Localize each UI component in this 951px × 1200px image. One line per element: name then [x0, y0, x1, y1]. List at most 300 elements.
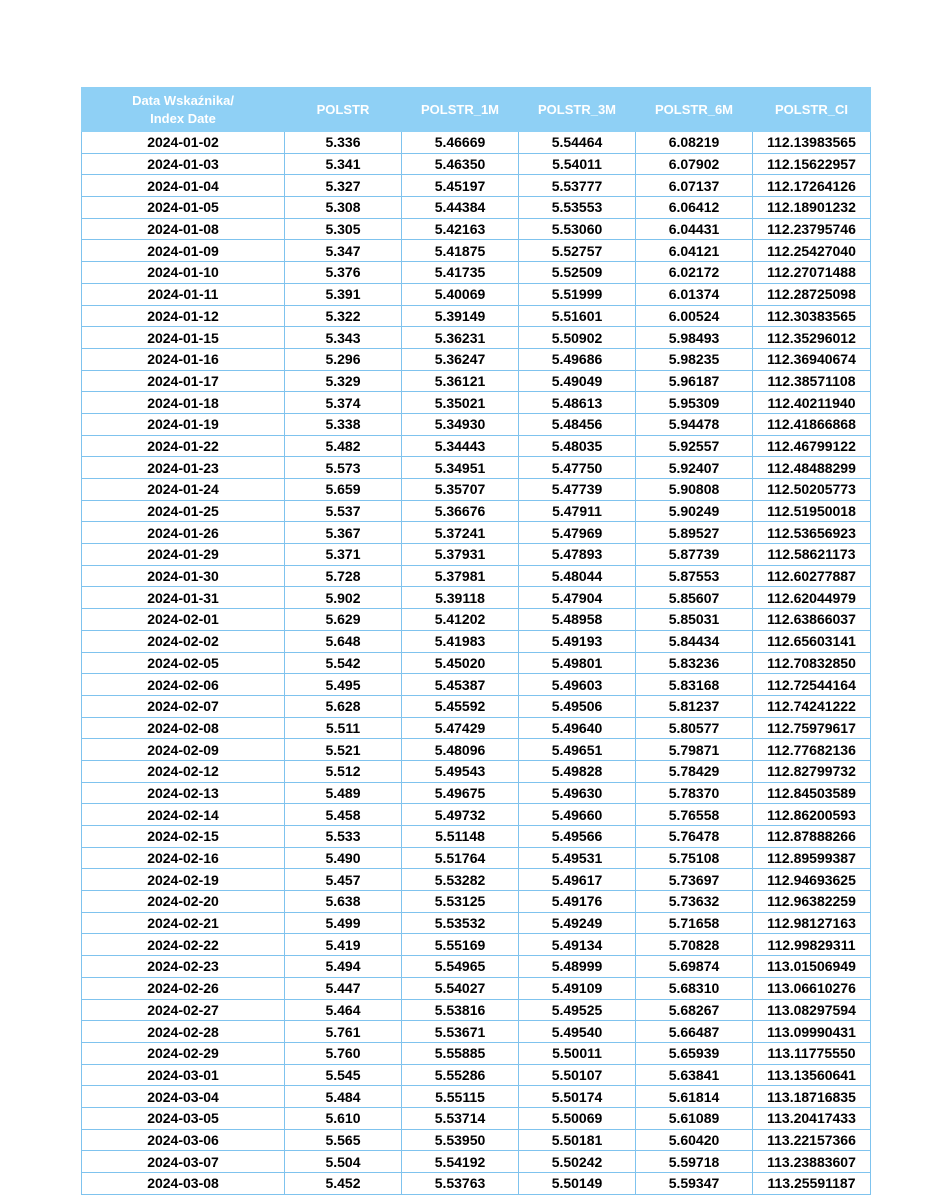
header-polstr-3m: POLSTR_3M [519, 88, 636, 132]
cell-polstr-3m: 5.49109 [519, 977, 636, 999]
cell-index-date: 2024-02-22 [82, 934, 285, 956]
cell-polstr-1m: 5.53816 [402, 999, 519, 1021]
cell-polstr-3m: 5.50011 [519, 1042, 636, 1064]
cell-polstr-6m: 6.07137 [636, 175, 753, 197]
cell-polstr-ci: 112.70832850 [753, 652, 871, 674]
cell-polstr-ci: 113.20417433 [753, 1107, 871, 1129]
cell-polstr-1m: 5.41983 [402, 630, 519, 652]
cell-polstr-3m: 5.50069 [519, 1107, 636, 1129]
cell-polstr: 5.374 [285, 392, 402, 414]
table-row [82, 1151, 871, 1173]
table-row [82, 348, 871, 370]
cell-polstr: 5.628 [285, 695, 402, 717]
cell-polstr-ci: 112.17264126 [753, 175, 871, 197]
cell-polstr: 5.329 [285, 370, 402, 392]
cell-polstr-3m: 5.48456 [519, 413, 636, 435]
cell-polstr: 5.512 [285, 760, 402, 782]
cell-polstr-ci: 112.18901232 [753, 197, 871, 219]
cell-polstr-6m: 5.94478 [636, 413, 753, 435]
cell-polstr: 5.565 [285, 1129, 402, 1151]
cell-polstr-6m: 5.95309 [636, 392, 753, 414]
cell-polstr-6m: 5.85031 [636, 609, 753, 631]
cell-polstr-1m: 5.53532 [402, 912, 519, 934]
cell-polstr-6m: 5.73632 [636, 891, 753, 913]
header-polstr-6m: POLSTR_6M [636, 88, 753, 132]
table-row [82, 977, 871, 999]
cell-polstr-3m: 5.47911 [519, 500, 636, 522]
cell-index-date: 2024-01-19 [82, 413, 285, 435]
cell-polstr: 5.336 [285, 132, 402, 154]
cell-polstr: 5.371 [285, 544, 402, 566]
cell-polstr-1m: 5.49732 [402, 804, 519, 826]
header-index-date-line1: Data Wskaźnika/ [132, 92, 234, 108]
table-row [82, 479, 871, 501]
cell-polstr-3m: 5.47750 [519, 457, 636, 479]
cell-index-date: 2024-02-16 [82, 847, 285, 869]
cell-polstr-ci: 113.09990431 [753, 1021, 871, 1043]
cell-polstr-1m: 5.45592 [402, 695, 519, 717]
table-row [82, 262, 871, 284]
cell-polstr-6m: 5.61089 [636, 1107, 753, 1129]
cell-polstr: 5.419 [285, 934, 402, 956]
cell-polstr: 5.760 [285, 1042, 402, 1064]
cell-polstr-1m: 5.53763 [402, 1173, 519, 1195]
table-row [82, 413, 871, 435]
cell-polstr: 5.494 [285, 956, 402, 978]
cell-index-date: 2024-01-31 [82, 587, 285, 609]
cell-polstr: 5.482 [285, 435, 402, 457]
cell-polstr-6m: 6.01374 [636, 283, 753, 305]
cell-polstr-6m: 5.68267 [636, 999, 753, 1021]
table-row [82, 153, 871, 175]
cell-polstr-ci: 112.50205773 [753, 479, 871, 501]
cell-polstr-ci: 112.15622957 [753, 153, 871, 175]
table-row [82, 283, 871, 305]
cell-polstr: 5.638 [285, 891, 402, 913]
cell-polstr-3m: 5.48958 [519, 609, 636, 631]
header-polstr-1m: POLSTR_1M [402, 88, 519, 132]
cell-polstr-1m: 5.34951 [402, 457, 519, 479]
cell-polstr-ci: 112.25427040 [753, 240, 871, 262]
cell-index-date: 2024-01-11 [82, 283, 285, 305]
cell-polstr-1m: 5.49543 [402, 760, 519, 782]
cell-polstr-3m: 5.49640 [519, 717, 636, 739]
table-row [82, 1021, 871, 1043]
table-row [82, 132, 871, 154]
table-row [82, 305, 871, 327]
cell-index-date: 2024-02-02 [82, 630, 285, 652]
cell-polstr-6m: 5.70828 [636, 934, 753, 956]
cell-index-date: 2024-01-10 [82, 262, 285, 284]
cell-polstr-1m: 5.44384 [402, 197, 519, 219]
cell-polstr: 5.629 [285, 609, 402, 631]
cell-polstr: 5.343 [285, 327, 402, 349]
cell-polstr-6m: 6.00524 [636, 305, 753, 327]
cell-index-date: 2024-02-20 [82, 891, 285, 913]
cell-polstr-ci: 112.60277887 [753, 565, 871, 587]
table-row [82, 522, 871, 544]
cell-polstr-3m: 5.47904 [519, 587, 636, 609]
cell-polstr-3m: 5.49630 [519, 782, 636, 804]
cell-index-date: 2024-01-17 [82, 370, 285, 392]
cell-polstr-6m: 5.92407 [636, 457, 753, 479]
cell-index-date: 2024-01-29 [82, 544, 285, 566]
cell-polstr-1m: 5.49675 [402, 782, 519, 804]
cell-index-date: 2024-01-16 [82, 348, 285, 370]
cell-index-date: 2024-03-06 [82, 1129, 285, 1151]
cell-polstr-6m: 5.69874 [636, 956, 753, 978]
cell-index-date: 2024-01-08 [82, 218, 285, 240]
cell-polstr: 5.495 [285, 674, 402, 696]
cell-index-date: 2024-01-30 [82, 565, 285, 587]
cell-polstr-ci: 112.98127163 [753, 912, 871, 934]
cell-polstr-ci: 112.74241222 [753, 695, 871, 717]
cell-polstr-3m: 5.50107 [519, 1064, 636, 1086]
header-row [82, 88, 871, 132]
cell-polstr-3m: 5.48044 [519, 565, 636, 587]
cell-polstr: 5.296 [285, 348, 402, 370]
cell-polstr-6m: 5.59347 [636, 1173, 753, 1195]
cell-polstr-ci: 113.22157366 [753, 1129, 871, 1151]
cell-index-date: 2024-02-09 [82, 739, 285, 761]
cell-polstr-3m: 5.48613 [519, 392, 636, 414]
cell-polstr: 5.545 [285, 1064, 402, 1086]
cell-polstr-3m: 5.49049 [519, 370, 636, 392]
cell-polstr-3m: 5.52757 [519, 240, 636, 262]
cell-polstr: 5.537 [285, 500, 402, 522]
header-index-date [82, 88, 285, 132]
index-table [81, 87, 871, 1195]
cell-polstr-ci: 112.41866868 [753, 413, 871, 435]
cell-polstr-3m: 5.49686 [519, 348, 636, 370]
table-row [82, 847, 871, 869]
table-row [82, 956, 871, 978]
cell-polstr-3m: 5.51601 [519, 305, 636, 327]
cell-polstr-1m: 5.55286 [402, 1064, 519, 1086]
cell-polstr: 5.347 [285, 240, 402, 262]
cell-index-date: 2024-01-26 [82, 522, 285, 544]
cell-polstr: 5.728 [285, 565, 402, 587]
cell-polstr-6m: 6.06412 [636, 197, 753, 219]
cell-index-date: 2024-02-15 [82, 826, 285, 848]
table-header [82, 88, 871, 132]
table-row [82, 934, 871, 956]
cell-index-date: 2024-02-21 [82, 912, 285, 934]
cell-polstr: 5.391 [285, 283, 402, 305]
table-row [82, 630, 871, 652]
cell-polstr-ci: 112.99829311 [753, 934, 871, 956]
cell-polstr: 5.573 [285, 457, 402, 479]
cell-polstr-ci: 112.84503589 [753, 782, 871, 804]
table-row [82, 544, 871, 566]
cell-polstr-3m: 5.49540 [519, 1021, 636, 1043]
cell-polstr-ci: 112.58621173 [753, 544, 871, 566]
cell-polstr-3m: 5.49617 [519, 869, 636, 891]
cell-polstr-ci: 113.18716835 [753, 1086, 871, 1108]
cell-polstr-1m: 5.53671 [402, 1021, 519, 1043]
cell-polstr-3m: 5.51999 [519, 283, 636, 305]
cell-polstr-6m: 5.83236 [636, 652, 753, 674]
cell-polstr: 5.648 [285, 630, 402, 652]
cell-polstr-1m: 5.46669 [402, 132, 519, 154]
cell-polstr: 5.504 [285, 1151, 402, 1173]
cell-index-date: 2024-02-28 [82, 1021, 285, 1043]
cell-index-date: 2024-02-29 [82, 1042, 285, 1064]
cell-polstr-6m: 6.04431 [636, 218, 753, 240]
table-row [82, 218, 871, 240]
cell-polstr-1m: 5.46350 [402, 153, 519, 175]
cell-polstr-3m: 5.54011 [519, 153, 636, 175]
cell-polstr: 5.376 [285, 262, 402, 284]
cell-polstr-1m: 5.34930 [402, 413, 519, 435]
table-row [82, 609, 871, 631]
cell-polstr-1m: 5.55885 [402, 1042, 519, 1064]
cell-polstr-ci: 112.89599387 [753, 847, 871, 869]
cell-polstr-3m: 5.49651 [519, 739, 636, 761]
cell-polstr-3m: 5.53060 [519, 218, 636, 240]
cell-index-date: 2024-02-14 [82, 804, 285, 826]
cell-polstr-6m: 5.61814 [636, 1086, 753, 1108]
table-row [82, 1042, 871, 1064]
cell-polstr-6m: 5.71658 [636, 912, 753, 934]
cell-polstr-1m: 5.42163 [402, 218, 519, 240]
cell-polstr-3m: 5.47893 [519, 544, 636, 566]
cell-polstr-ci: 112.62044979 [753, 587, 871, 609]
index-table-container [81, 87, 870, 1195]
cell-polstr-6m: 5.60420 [636, 1129, 753, 1151]
cell-polstr-1m: 5.36231 [402, 327, 519, 349]
cell-index-date: 2024-02-27 [82, 999, 285, 1021]
header-polstr: POLSTR [285, 88, 402, 132]
cell-polstr: 5.447 [285, 977, 402, 999]
cell-polstr: 5.659 [285, 479, 402, 501]
cell-polstr-1m: 5.39149 [402, 305, 519, 327]
cell-index-date: 2024-03-04 [82, 1086, 285, 1108]
cell-polstr-3m: 5.49176 [519, 891, 636, 913]
cell-polstr: 5.521 [285, 739, 402, 761]
cell-polstr-3m: 5.49249 [519, 912, 636, 934]
cell-polstr: 5.452 [285, 1173, 402, 1195]
cell-polstr-6m: 5.96187 [636, 370, 753, 392]
cell-polstr-6m: 6.07902 [636, 153, 753, 175]
cell-index-date: 2024-02-06 [82, 674, 285, 696]
cell-polstr-6m: 5.79871 [636, 739, 753, 761]
cell-polstr-6m: 5.76558 [636, 804, 753, 826]
cell-index-date: 2024-01-23 [82, 457, 285, 479]
table-row [82, 327, 871, 349]
cell-polstr-ci: 112.35296012 [753, 327, 871, 349]
cell-index-date: 2024-02-08 [82, 717, 285, 739]
cell-polstr-3m: 5.49193 [519, 630, 636, 652]
cell-polstr-6m: 5.78429 [636, 760, 753, 782]
cell-index-date: 2024-02-19 [82, 869, 285, 891]
table-row [82, 370, 871, 392]
cell-polstr-1m: 5.54027 [402, 977, 519, 999]
cell-polstr-1m: 5.35707 [402, 479, 519, 501]
cell-polstr-3m: 5.54464 [519, 132, 636, 154]
table-row [82, 565, 871, 587]
table-row [82, 1129, 871, 1151]
cell-polstr-1m: 5.53125 [402, 891, 519, 913]
cell-index-date: 2024-01-04 [82, 175, 285, 197]
cell-index-date: 2024-02-12 [82, 760, 285, 782]
cell-polstr-ci: 112.86200593 [753, 804, 871, 826]
table-row [82, 695, 871, 717]
cell-polstr-ci: 112.53656923 [753, 522, 871, 544]
cell-polstr-1m: 5.45387 [402, 674, 519, 696]
cell-polstr: 5.322 [285, 305, 402, 327]
cell-polstr-ci: 112.82799732 [753, 760, 871, 782]
cell-polstr-ci: 112.65603141 [753, 630, 871, 652]
cell-polstr-1m: 5.53950 [402, 1129, 519, 1151]
table-row [82, 999, 871, 1021]
header-polstr-ci: POLSTR_CI [753, 88, 871, 132]
cell-polstr-3m: 5.53553 [519, 197, 636, 219]
cell-polstr-1m: 5.34443 [402, 435, 519, 457]
cell-index-date: 2024-02-01 [82, 609, 285, 631]
cell-polstr-1m: 5.37981 [402, 565, 519, 587]
cell-polstr-6m: 5.68310 [636, 977, 753, 999]
cell-polstr-3m: 5.47969 [519, 522, 636, 544]
cell-polstr-3m: 5.48035 [519, 435, 636, 457]
cell-polstr-1m: 5.40069 [402, 283, 519, 305]
cell-polstr-6m: 5.80577 [636, 717, 753, 739]
cell-polstr-ci: 113.01506949 [753, 956, 871, 978]
cell-polstr-3m: 5.50174 [519, 1086, 636, 1108]
cell-polstr: 5.499 [285, 912, 402, 934]
cell-polstr-6m: 6.08219 [636, 132, 753, 154]
cell-polstr-3m: 5.52509 [519, 262, 636, 284]
cell-polstr-3m: 5.49134 [519, 934, 636, 956]
cell-polstr-3m: 5.53777 [519, 175, 636, 197]
cell-index-date: 2024-03-07 [82, 1151, 285, 1173]
cell-index-date: 2024-03-05 [82, 1107, 285, 1129]
cell-polstr-6m: 5.84434 [636, 630, 753, 652]
table-row [82, 1173, 871, 1195]
cell-polstr-3m: 5.50902 [519, 327, 636, 349]
cell-polstr-ci: 112.40211940 [753, 392, 871, 414]
cell-polstr: 5.761 [285, 1021, 402, 1043]
table-row [82, 891, 871, 913]
cell-index-date: 2024-01-24 [82, 479, 285, 501]
cell-polstr-ci: 112.27071488 [753, 262, 871, 284]
cell-polstr-1m: 5.37931 [402, 544, 519, 566]
cell-polstr-1m: 5.36247 [402, 348, 519, 370]
table-row [82, 760, 871, 782]
cell-polstr: 5.533 [285, 826, 402, 848]
cell-polstr-6m: 5.85607 [636, 587, 753, 609]
cell-polstr-ci: 113.08297594 [753, 999, 871, 1021]
cell-polstr: 5.489 [285, 782, 402, 804]
cell-index-date: 2024-03-08 [82, 1173, 285, 1195]
cell-polstr: 5.902 [285, 587, 402, 609]
table-row [82, 1064, 871, 1086]
cell-polstr-ci: 113.25591187 [753, 1173, 871, 1195]
cell-polstr-ci: 112.48488299 [753, 457, 871, 479]
cell-index-date: 2024-01-02 [82, 132, 285, 154]
table-row [82, 674, 871, 696]
cell-polstr-1m: 5.53282 [402, 869, 519, 891]
cell-polstr-1m: 5.35021 [402, 392, 519, 414]
cell-polstr-1m: 5.55115 [402, 1086, 519, 1108]
cell-polstr-6m: 5.65939 [636, 1042, 753, 1064]
cell-polstr: 5.464 [285, 999, 402, 1021]
cell-polstr-ci: 112.36940674 [753, 348, 871, 370]
table-body [82, 132, 871, 1195]
cell-index-date: 2024-01-12 [82, 305, 285, 327]
table-row [82, 175, 871, 197]
cell-polstr-1m: 5.54965 [402, 956, 519, 978]
table-row [82, 197, 871, 219]
cell-index-date: 2024-02-13 [82, 782, 285, 804]
cell-polstr-1m: 5.48096 [402, 739, 519, 761]
cell-polstr-3m: 5.50181 [519, 1129, 636, 1151]
cell-polstr-ci: 113.11775550 [753, 1042, 871, 1064]
cell-polstr-ci: 112.30383565 [753, 305, 871, 327]
cell-polstr-6m: 5.89527 [636, 522, 753, 544]
table-row [82, 739, 871, 761]
cell-index-date: 2024-01-05 [82, 197, 285, 219]
table-row [82, 1107, 871, 1129]
cell-polstr: 5.367 [285, 522, 402, 544]
cell-polstr-1m: 5.45197 [402, 175, 519, 197]
cell-polstr-1m: 5.45020 [402, 652, 519, 674]
cell-index-date: 2024-02-05 [82, 652, 285, 674]
table-row [82, 587, 871, 609]
cell-index-date: 2024-01-18 [82, 392, 285, 414]
table-row [82, 912, 871, 934]
cell-polstr-6m: 5.98493 [636, 327, 753, 349]
cell-index-date: 2024-03-01 [82, 1064, 285, 1086]
cell-polstr-ci: 112.38571108 [753, 370, 871, 392]
cell-polstr-ci: 112.77682136 [753, 739, 871, 761]
header-index-date-line2: Index Date [150, 110, 216, 126]
cell-polstr-3m: 5.49801 [519, 652, 636, 674]
cell-polstr: 5.338 [285, 413, 402, 435]
table-row [82, 652, 871, 674]
table-row [82, 782, 871, 804]
cell-polstr-3m: 5.50149 [519, 1173, 636, 1195]
cell-polstr-6m: 5.76478 [636, 826, 753, 848]
cell-polstr: 5.511 [285, 717, 402, 739]
cell-polstr-3m: 5.49531 [519, 847, 636, 869]
cell-polstr-6m: 5.75108 [636, 847, 753, 869]
cell-polstr-6m: 5.59718 [636, 1151, 753, 1173]
cell-polstr-3m: 5.47739 [519, 479, 636, 501]
cell-index-date: 2024-01-15 [82, 327, 285, 349]
cell-polstr-ci: 113.13560641 [753, 1064, 871, 1086]
table-row [82, 717, 871, 739]
table-row [82, 457, 871, 479]
cell-index-date: 2024-02-23 [82, 956, 285, 978]
cell-polstr-6m: 5.87553 [636, 565, 753, 587]
cell-polstr-6m: 5.73697 [636, 869, 753, 891]
cell-polstr-1m: 5.41202 [402, 609, 519, 631]
cell-polstr-6m: 5.90808 [636, 479, 753, 501]
cell-polstr-3m: 5.49660 [519, 804, 636, 826]
table-row [82, 435, 871, 457]
cell-polstr-6m: 5.87739 [636, 544, 753, 566]
cell-polstr-6m: 5.81237 [636, 695, 753, 717]
table-row [82, 500, 871, 522]
table-row [82, 804, 871, 826]
cell-polstr-ci: 112.13983565 [753, 132, 871, 154]
cell-polstr: 5.327 [285, 175, 402, 197]
cell-polstr-ci: 112.28725098 [753, 283, 871, 305]
cell-polstr-ci: 113.06610276 [753, 977, 871, 999]
cell-polstr-1m: 5.51764 [402, 847, 519, 869]
cell-polstr: 5.341 [285, 153, 402, 175]
